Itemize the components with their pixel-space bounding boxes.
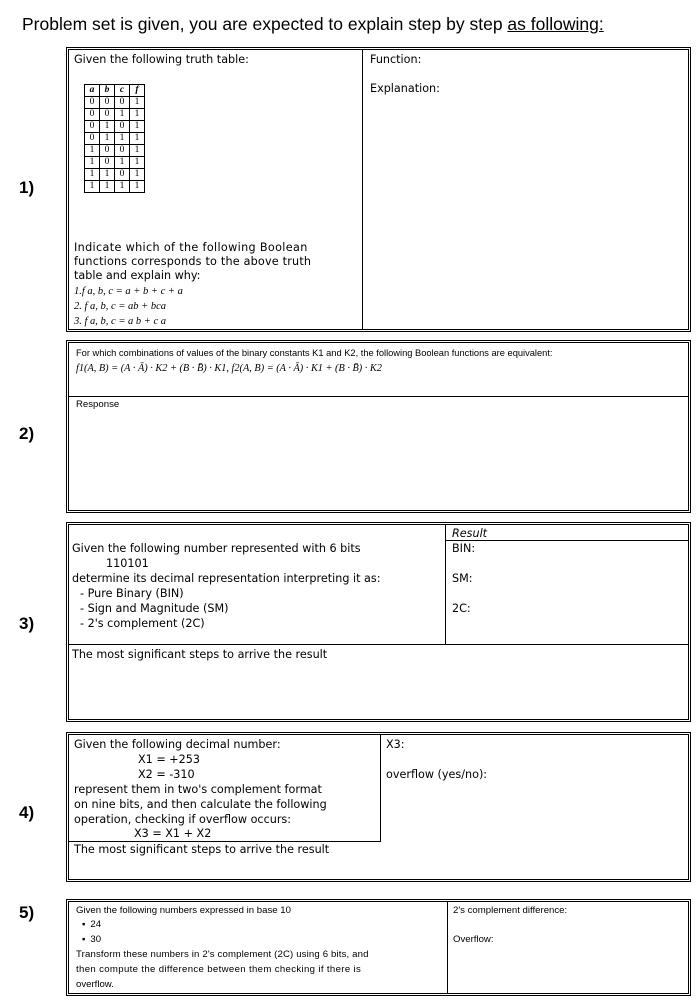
p1-function-label: Function: [370,53,422,66]
p1-question-line-3: table and explain why: [74,269,201,282]
truth-table-cell: 1 [115,133,130,145]
p5-diff-label: 2's complement difference: [453,905,568,916]
p3-item-sm: - Sign and Magnitude (SM) [80,602,229,615]
p1-option-3: 3. f a, b, c = a b + c a [74,316,167,327]
truth-table-cell: 1 [130,109,145,121]
truth-table-row [85,157,145,169]
p4-x3-formula: X3 = X1 + X2 [134,827,212,840]
truth-table-row [85,109,145,121]
truth-table-cell: 1 [115,157,130,169]
p3-line-1: Given the following number represented with 6 bits [72,542,361,555]
truth-table-cell: 1 [130,145,145,157]
truth-table-cell: 1 [130,157,145,169]
p4-overflow-label: overflow (yes/no): [386,768,488,781]
p3-sm-label: SM: [452,572,473,585]
truth-table-cell: 0 [100,97,115,109]
p4-x3-label: X3: [386,738,405,751]
truth-table-cell: 1 [130,133,145,145]
truth-table-cell: 1 [85,157,100,169]
truth-table-cell: 1 [130,121,145,133]
title-underlined: as following: [507,14,604,34]
p5-overflow-label: Overflow: [453,934,494,945]
p3-steps-label: The most significant steps to arrive the result [72,648,328,661]
truth-table [84,84,145,193]
truth-table-cell: 1 [100,133,115,145]
truth-table-cell: 1 [130,181,145,193]
p5-desc-2: then compute the difference between them checking if there is [76,964,362,975]
problem-3-vdivider [445,525,446,644]
truth-table-row [85,97,145,109]
p1-question-line-1: Indicate which of the following Boolean [74,241,308,254]
truth-table-cell: 1 [115,181,130,193]
truth-table-cell: 1 [130,169,145,181]
truth-table-cell: 1 [85,181,100,193]
problem-1-divider [362,50,363,329]
truth-table-cell: 1 [130,97,145,109]
p3-result-underline [445,540,688,541]
p3-determine: determine its decimal representation interpreting it as: [72,572,381,585]
truth-table-cell: 0 [100,109,115,121]
p2-question: For which combinations of values of the binary constants K1 and K2, the following Boolean functions are equivalent: [76,348,553,358]
truth-table-cell: 0 [115,169,130,181]
truth-table-cell: 1 [85,145,100,157]
p4-x2: X2 = -310 [138,768,195,781]
page-title [22,14,604,35]
problem-5-number: 5) [19,903,35,922]
truth-table-cell: 0 [115,145,130,157]
title-prefix: Problem set is given, you are expected to explain step by step [22,14,508,34]
truth-table-header: f [130,85,145,97]
p5-given: Given the following numbers expressed in base 10 [76,905,291,916]
truth-table-row [85,133,145,145]
p4-given: Given the following decimal number: [74,738,281,751]
p3-item-2c: - 2's complement (2C) [80,617,205,630]
p5-item-2: ▪ 30 [82,933,101,946]
p1-option-1: 1.f a, b, c = a + b + c + a [74,286,183,297]
problem-2-divider [69,396,688,397]
problem-5-vdivider [447,902,448,993]
p4-steps-label: The most significant steps to arrive the result [74,843,330,856]
problem-3-number: 3) [19,614,35,633]
truth-table-cell: 1 [100,181,115,193]
truth-table-header: c [115,85,130,97]
truth-table-cell: 0 [115,97,130,109]
truth-table-cell: 1 [100,169,115,181]
truth-table-row [85,169,145,181]
p5-desc-1: Transform these numbers in 2's complement (2C) using 6 bits, and [76,949,369,960]
truth-table-cell: 0 [85,121,100,133]
p1-given-label: Given the following truth table: [74,53,249,66]
p3-result-label: Result [452,527,488,540]
truth-table-header: b [100,85,115,97]
truth-table-cell: 0 [115,121,130,133]
problem-1-number: 1) [19,178,35,197]
p4-desc-1: represent them in two's complement format [74,783,322,796]
p3-bin-label: BIN: [452,542,476,555]
p3-item-bin: - Pure Binary (BIN) [80,587,184,600]
truth-table-row [85,121,145,133]
p1-option-2: 2. f a, b, c = ab + bca [74,301,167,312]
p4-x1: X1 = +253 [138,753,200,766]
p2-response-label: Response [76,399,120,410]
problem-4-number: 4) [19,803,35,822]
truth-table-row [85,145,145,157]
p3-2c-label: 2C: [452,602,471,615]
truth-table-cell: 0 [85,97,100,109]
p4-desc-2: on nine bits, and then calculate the following [74,798,327,811]
problem-2-number: 2) [19,424,35,443]
problem-4-vdivider [380,735,381,841]
truth-table-cell: 1 [100,121,115,133]
p5-item-1: ▪ 24 [82,918,101,931]
truth-table-row [85,181,145,193]
truth-table-cell: 0 [100,145,115,157]
truth-table-header: a [85,85,100,97]
truth-table-cell: 0 [85,133,100,145]
p3-value: 110101 [106,557,149,570]
p2-formula: f1(A, B) = (A · Ā) · K2 + (B · B̄) · K1, f2(A, B) = (A · Ā) · K1 + (B · B̄) · K2 [76,363,382,374]
p5-desc-3: overflow. [76,979,114,990]
truth-table-cell: 0 [85,109,100,121]
problem-3-hdivider [69,644,688,645]
p1-question-line-2: functions corresponds to the above truth [74,255,312,268]
truth-table-cell: 1 [115,109,130,121]
truth-table-cell: 1 [85,169,100,181]
truth-table-cell: 0 [100,157,115,169]
problem-4-hdivider [69,841,381,842]
p4-desc-3: operation, checking if overflow occurs: [74,813,292,826]
p1-explanation-label: Explanation: [370,82,440,95]
